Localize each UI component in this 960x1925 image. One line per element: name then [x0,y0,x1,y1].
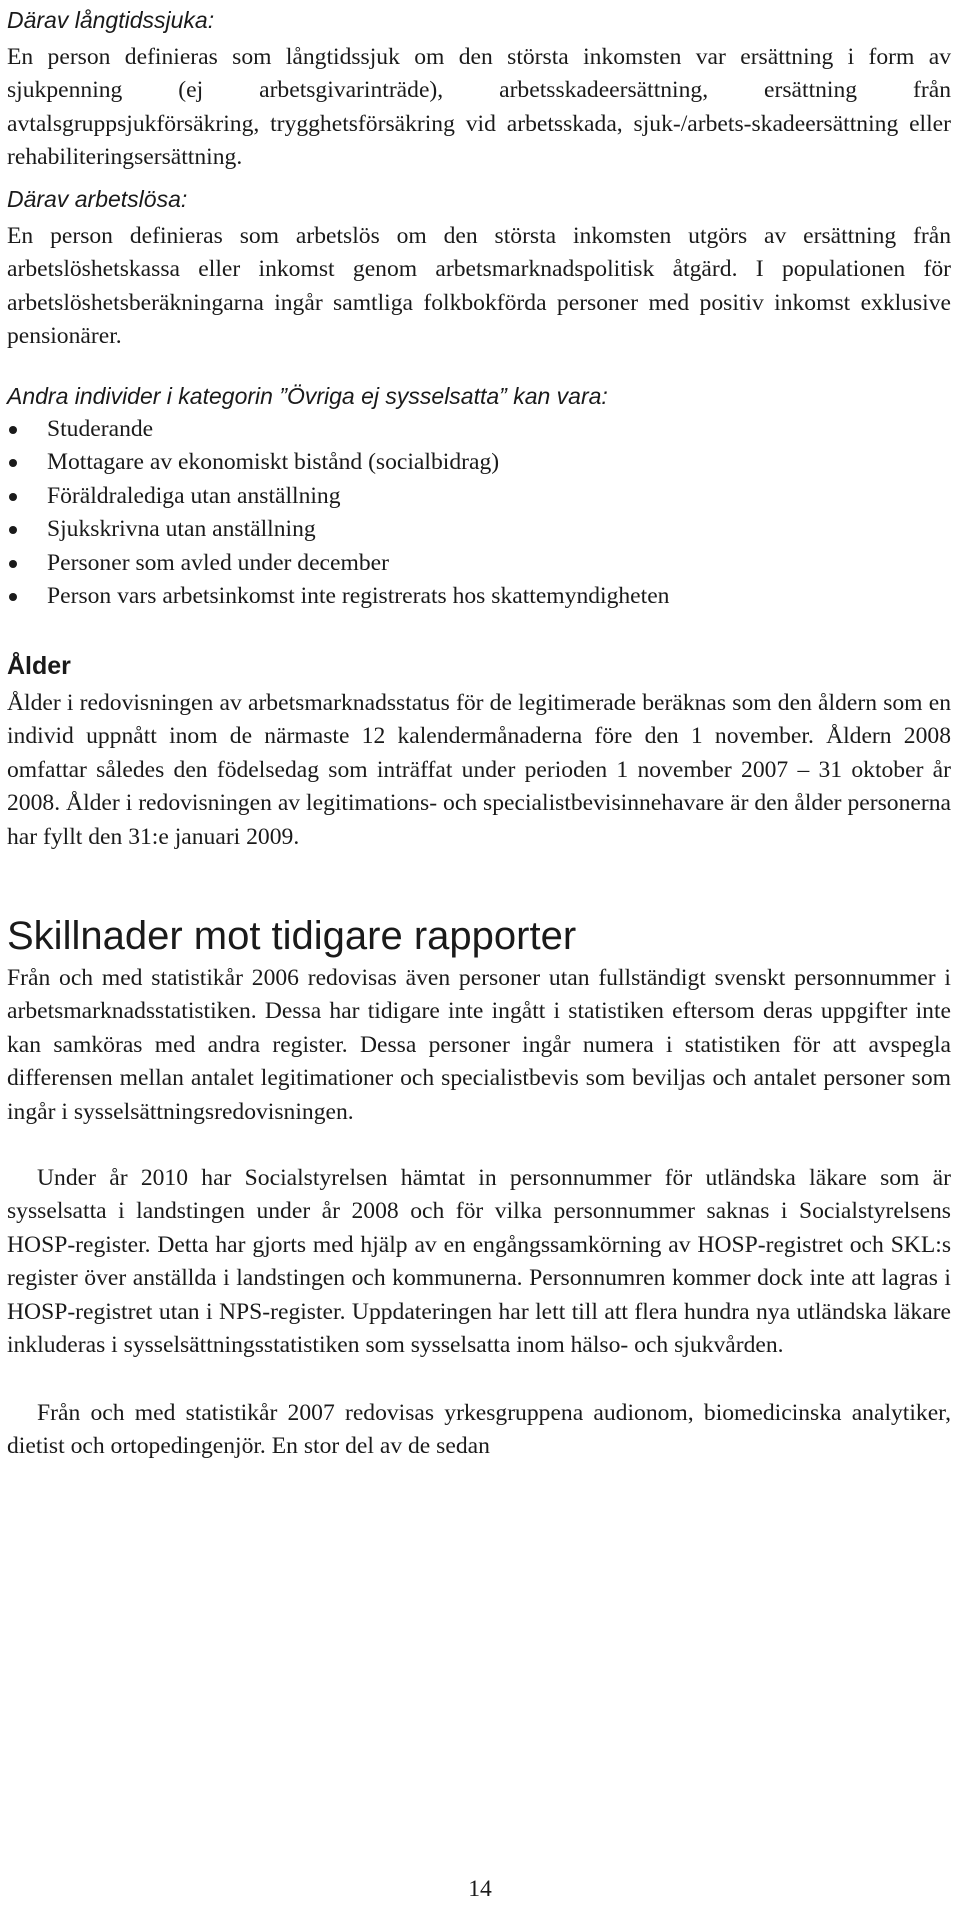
list-item [7,480,951,513]
heading-age: Ålder [7,652,71,680]
heading-other-individuals: Andra individer i kategorin ”Övriga ej sysselsatta” kan vara: [7,383,608,409]
list-item [7,547,951,580]
bullet-icon [9,493,17,501]
bullet-icon [9,426,17,434]
list-item-text: Studerande [47,416,154,442]
list-item [7,513,951,546]
page-number: 14 [468,1876,492,1902]
heading-longsick: Därav långtidssjuka: [7,7,215,33]
list-item-text: Föräldralediga utan anställning [47,482,341,509]
list-item-text: Mottagare av ekonomiskt bistånd (socialbidrag) [47,449,500,476]
paragraph-age: Ålder i redovisningen av arbetsmarknadsstatus för de legitimerade beräknas som den åldern som en individ uppnått inom de närmaste 12 kalendermånaderna före den 1 november. Åldern 2008 omfattar således den födelsedag som inträffat under perioden 1 november 2007 – 31 oktober år 2008. Ålder i redovisningen av legitimations- och specialistbevisinnehavare är den ålder personerna har fyllt den 31:e januari 2009. [7,690,951,850]
list-item [7,413,951,446]
heading-differences: Skillnader mot tidigare rapporter [7,914,577,958]
paragraph-differences-1: Från och med statistikår 2006 redovisas även personer utan fullständigt svenskt personnummer i arbetsmarknadsstatistiken. Dessa har tidigare inte ingått i statistiken eftersom deras uppgifter inte kan samköras med andra register. Dessa personer ingår numera i statistiken för att avspegla differensen mellan antalet legitimationer och specialistbevis som beviljas och antalet personer som ingår i sysselsättningsredovisningen. [7,965,951,1125]
bullet-icon [9,526,17,534]
bullet-icon [9,593,17,601]
list-item-text: Personer som avled under december [47,549,389,576]
list-item-text: Sjukskrivna utan anställning [47,516,316,543]
list-item [7,580,951,613]
bullet-icon [9,560,17,568]
paragraph-longsick: En person definieras som långtidssjuk om den största inkomsten var ersättning i form av sjukpenning (ej arbetsgivarinträde), arbetsskadeersättning, ersättning från avtalsgruppsjukförsäkring, trygghetsförsäkring vid arbetsskada, sjuk-/arbets-skadeersättning eller rehabiliteringsersättning. [7,44,951,171]
list-item-text: Person vars arbetsinkomst inte registrerats hos skattemyndigheten [47,582,670,609]
heading-unemployed: Därav arbetslösa: [7,186,188,212]
paragraph-unemployed: En person definieras som arbetslös om den största inkomsten utgörs av ersättning från arbetslöshetskassa eller inkomst genom arbetsmarknadspolitisk åtgärd. I populationen för arbetslöshetsberäkningarna ingår samtliga folkbokförda personer med positiv inkomst exklusive pensionärer. [7,223,951,350]
other-individuals-list [7,413,951,613]
list-item [7,446,951,479]
paragraph-differences-3: Från och med statistikår 2007 redovisas yrkesgruppena audionom, biomedicinska analytiker, dietist och ortopedingenjör. En stor del av de sedan [7,1400,951,1460]
paragraph-differences-2: Under år 2010 har Socialstyrelsen hämtat in personnummer för utländska läkare som är sysselsatta i landstingen under år 2008 och för vilka personnummer saknas i Socialstyrelsens HOSP-register. Detta har gjorts med hjälp av en engångssamkörning av HOSP-registret och SKL:s register över anställda i landstingen och kommunerna. Personnumren kommer dock inte att lagras i HOSP-registret utan i NPS-register. Uppdateringen har lett till att flera hundra nya utländska läkare inkluderas i sysselsättningsstatistiken som sysselsatta inom hälso- och sjukvården. [7,1165,951,1359]
bullet-icon [9,459,17,467]
